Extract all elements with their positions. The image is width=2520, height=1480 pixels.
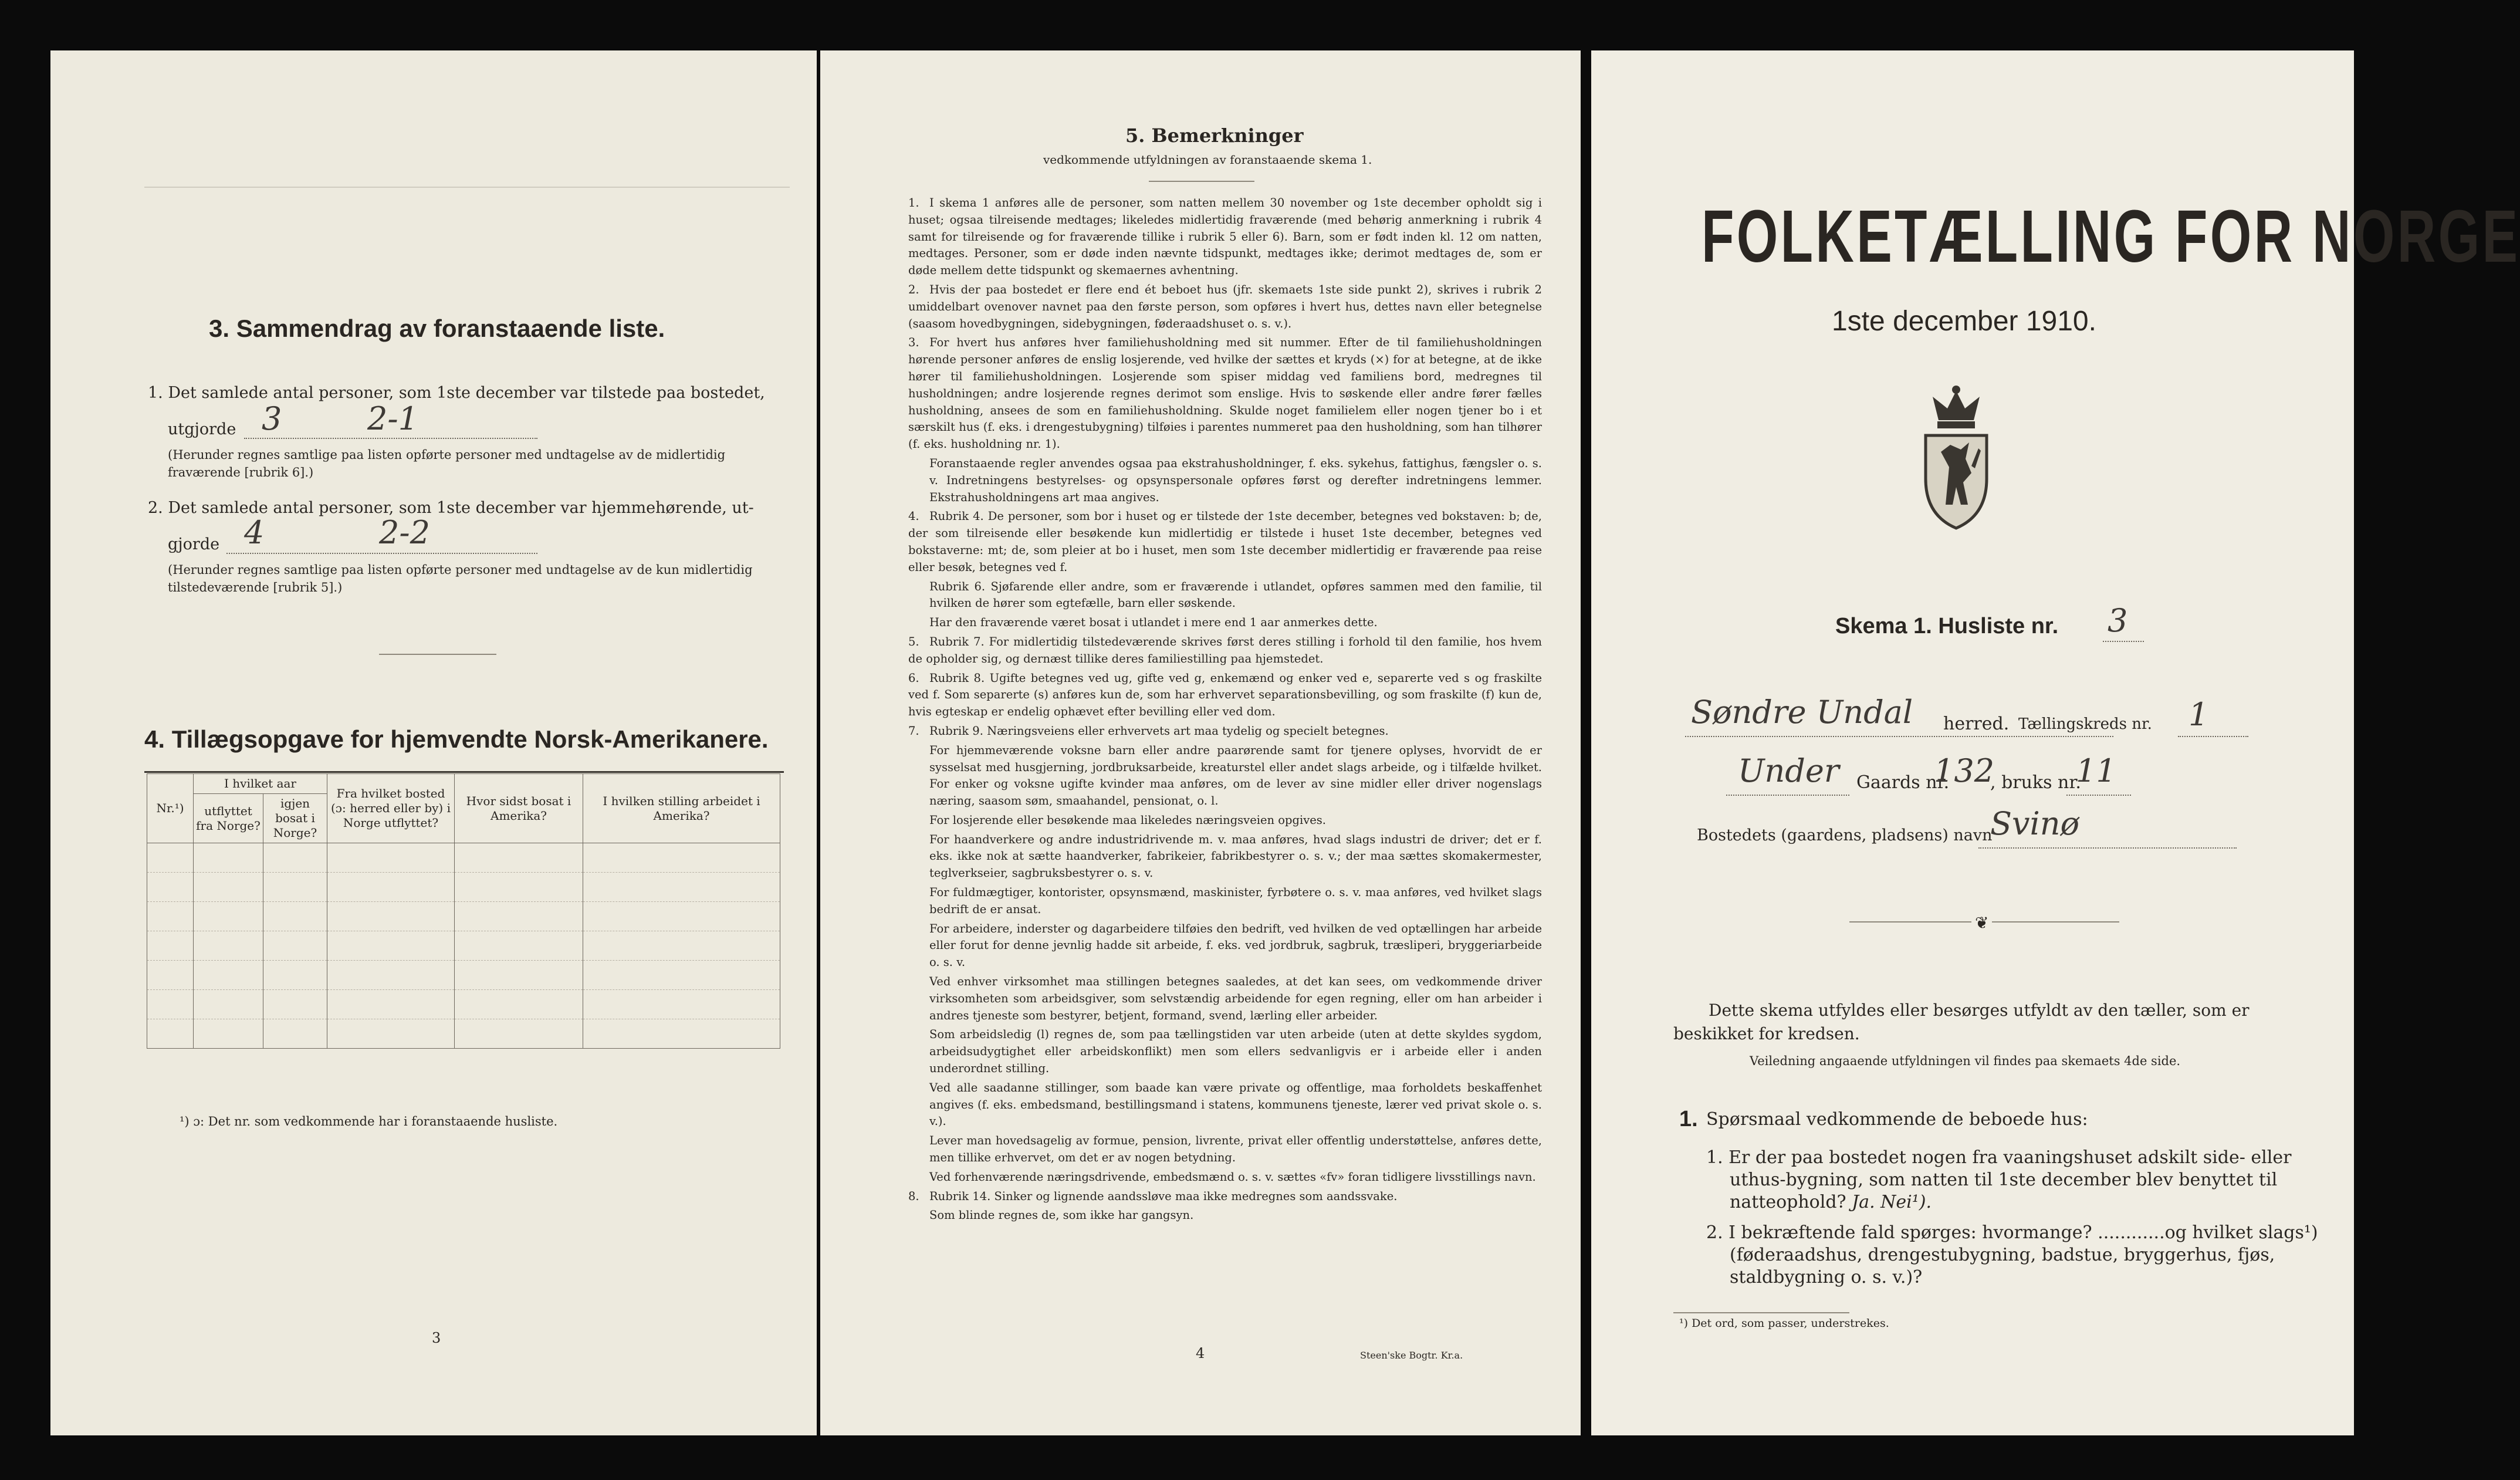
table-row [147,1019,780,1049]
kreds-fill-line [2178,736,2248,737]
table-footnote: ¹) ɔ: Det nr. som vedkommende har i foranstaaende husliste. [180,1114,558,1128]
bosted-label: Bostedets (gaardens, pladsens) navn [1697,826,1993,844]
q1-1-text [1706,1147,2340,1214]
q1-1-question: 1. Er der paa bostedet nogen fra vaaningshuset adskilt side- eller uthus-bygning, som natten til 1ste december blev benyttet til natteophold? [1706,1147,2292,1212]
table-row [147,990,780,1019]
remark-number: 5. [908,634,919,648]
remark-text: Rubrik 4. De personer, som bor i huset og er tilstede der 1ste december, betegnes ved bokstaven: b; de, der som tilreisende eller besøkende kun midlertidig er tilstede i huset 1ste december, betegnes ved bokstaverne: mt; de, som pleier at bo i huset, men som 1ste december midlertidig er fraværende paa reise eller besøk, betegnes ved f. [908,509,1542,574]
remark-text: Har den fraværende været bosat i utlandet i mere end 1 aar anmerkes dette. [929,616,1378,630]
col-year-group: I hvilket aar [194,774,327,794]
herred-fill-line [1685,736,2113,737]
norsk-amerikanere-table [147,773,780,1049]
col-from-where: Fra hvilket bosted (ɔ: herred eller by) i Norge utflyttet? [327,774,455,843]
section3-title: 3. Sammendrag av foranstaaende liste. [209,315,665,342]
remark-text: Ved enhver virksomhet maa stillingen betegnes saaledes, at det kan sees, om vedkommende driver virksomheten som arbeidsgiver, som selvstændig arbeidende for egen regning, eller om han arbeider i andres tjeneste som bestyrer, betjent, formand, svend, lærling eller arbeider. [929,975,1542,1022]
remark-item [929,812,1542,829]
left-page [50,50,817,1435]
herred-value: Søndre Undal [1691,694,1913,731]
remark-text: Rubrik 14. Sinker og lignende aandssløve maa ikke medregnes som aandssvake. [929,1189,1398,1203]
instruction-small: Veiledning angaaende utfyldningen vil findes paa skemaets 4de side. [1750,1054,2181,1068]
remark-item [908,282,1542,332]
gaards-label: Gaards nr. [1856,772,1950,793]
q1-title: Spørsmaal vedkommende de beboede hus: [1706,1109,2088,1130]
page-number: 3 [432,1330,441,1346]
item1-note: (Herunder regnes samtlige paa listen opførte personer med undtagelse av de midlertidig fraværende [rubrik 6].) [168,448,726,479]
bruks-fill-line [2066,795,2131,796]
gaard-fill-line [1726,795,1849,796]
remark-text: Foranstaaende regler anvendes ogsaa paa ekstrahusholdninger, f. eks. sykehus, fattighus, fængsler o. s. v. Indretningens bestyrelses- og opsynspersonale opføres først og derefter indretningens lemmer. Ekstrahusholdningens art maa angives. [929,456,1542,504]
remarks-list [908,195,1542,1226]
remark-item [929,614,1542,631]
census-date: 1ste december 1910. [1832,306,2096,337]
bosted-value: Svinø [1990,805,2080,842]
ornament-icon: ❦ [1971,913,1992,932]
bruks-value: 11 [2076,752,2116,789]
remark-item [929,884,1542,918]
remark-text: Som arbeidsledig (l) regnes de, som paa tællingstiden var uten arbeide (uten at dette skyldes sygdom, arbeidsudygtighet eller arbeidskonflikt) men som ellers sedvanligvis er i arbeide eller i anden underordnet stilling. [929,1028,1542,1076]
col-emigrated: utflyttet fra Norge? [194,794,263,843]
q1-1-answer: Ja. Nei¹). [1852,1192,1932,1212]
item1-value-a: 3 [262,400,282,437]
divider-rule [379,654,496,655]
remark-number: 8. [908,1189,919,1203]
col-returned: igjen bosat i Norge? [263,794,327,843]
remark-text: Lever man hovedsagelig av formue, pension, livrente, privat eller offentlig understøttelse, anføres dette, men tillike erhvervet, om det er av nogen betydning. [929,1134,1542,1165]
remark-text: For arbeidere, inderster og dagarbeidere tilføies den bedrift, ved hvilken de ved optællingen har arbeide eller forut for denne jevnlig hadde sit arbeide, f. eks. ved jordbruk, sagbruk, træsliperi, bryggeriarbeide o. s. v. [929,921,1542,969]
bosted-fill-line [1978,847,2237,849]
remark-number: 1. [908,196,919,210]
norwegian-coat-of-arms-icon [1915,379,1997,534]
kreds-label: Tællingskreds nr. [2018,715,2152,733]
remarks-title: 5. Bemerkninger [1125,124,1304,147]
remark-text: I skema 1 anføres alle de personer, som natten mellem 30 november og 1ste december opholdt sig i huset; ogsaa tilreisende medtages; likeledes midlertidig fraværende (med behørig anmerkning i rubrik 4 samt for tilreisende og for fraværende tillike i rubrik 5 eller 6). Barn, som er født inden kl. 12 om natten, medtages. Personer, som er døde inden nævnte tidspunkt, medtages ikke; derimot medtages de, som er døde mellem dette tidspunkt og skemaernes avhentning. [908,196,1542,278]
remarks-subtitle: vedkommende utfyldningen av foranstaaende skema 1. [1043,153,1372,167]
remark-item [929,832,1542,882]
page-number: 4 [1196,1345,1205,1361]
col-position: I hvilken stilling arbeidet i Amerika? [583,774,780,843]
gaards-value: 132 [1934,752,1995,789]
table-row [147,931,780,961]
remark-text: For hjemmeværende voksne barn eller andre paarørende samt for tjenere oplyses, hvorvidt de er sysselsat med husgjerning, jordbruksarbeide, kreaturstel eller andet slags arbeide, og i tilfælde hvilket. For enker og voksne ugifte kvinder maa anføres, om de lever av sine midler eller driver nogenslags næring, saasom søm, smaahandel, pensionat, o. l. [929,743,1542,808]
right-page [1591,50,2520,1435]
printer-mark: Steen'ske Bogtr. Kr.a. [1360,1350,1463,1361]
remark-text: Rubrik 7. For midlertidig tilstedeværende skrives først deres stilling i forhold til den familie, hos hvem de opholder sig, og dernæst tillike deres familiestilling paa hjemstedet. [908,634,1542,665]
remark-item [929,1026,1542,1077]
remark-item [908,723,1542,740]
footnote-rule [1673,1312,1849,1313]
remark-item [929,1080,1542,1130]
remark-item [929,974,1542,1024]
table-row [147,873,780,902]
remark-text: Ved forhenværende næringsdrivende, embedsmænd o. s. v. sættes «fv» foran tidligere livsstillings navn. [929,1170,1536,1184]
herred-label: herred. [1943,714,2010,734]
item2-value-a: 4 [244,514,265,551]
remark-text: For fuldmægtiger, kontorister, opsynsmænd, maskinister, fyrbøtere o. s. v. maa anføres, ved hvilket slags bedrift de er ansat. [929,886,1542,916]
remark-item [929,1169,1542,1186]
remark-item [929,579,1542,613]
table-row [147,902,780,931]
item2-value-b: 2-2 [379,514,430,551]
remark-number: 6. [908,671,919,685]
item1-fill-line [244,438,537,439]
remark-item [929,1207,1542,1224]
q1-number: 1. [1679,1107,1698,1131]
table-top-rule [144,771,784,773]
remark-text: Rubrik 8. Ugifte betegnes ved ug, gifte ved g, enkemænd og enker ved e, separerte ved s og fraskilte ved f. Som separerte (s) anføres kun de, som har erhvervet separationsbevilling, og som fraskilte (f) kun de, hvis egteskap er endelig ophævet efter bevilling eller ved dom. [908,671,1542,719]
item2-fill-line [226,553,537,554]
remark-item [908,1188,1542,1205]
kreds-value: 1 [2188,696,2209,733]
remark-text: Rubrik 6. Sjøfarende eller andre, som er fraværende i utlandet, opføres sammen med den familie, til hvilken de hører som egtefælle, barn eller søskende. [929,579,1542,610]
remark-text: Som blinde regnes de, som ikke har gangsyn. [929,1208,1194,1222]
husliste-fill-line [2103,641,2144,642]
remark-text: Hvis der paa bostedet er flere end ét beboet hus (jfr. skemaets 1ste side punkt 2), skrives i rubrik 2 umiddelbart ovenover navnet paa den første person, som opføres i hvert hus, dettes navn eller betegnelse (saasom hovedbygningen, sidebygningen, føderaadshuset o. s. v.). [908,282,1542,330]
faint-rule [144,187,790,188]
item2-label: gjorde [168,535,220,553]
table-row [147,961,780,990]
remark-text: For hvert hus anføres hver familiehusholdning med sit nummer. Efter de til familiehusholdningen hørende personer anføres de enslig losjerende, ved hvilke der sættes et kryds (×) for at betegne, at de ikke hører til familiehusholdningen. Losjerende som spiser middag ved familiens bord, medregnes til husholdningen; andre losjerende regnes derimot som enslige. Hvis to søskende eller andre fører fælles husholdning, ansees de som en familiehusholdning. Skulde noget familielem eller nogen tjener bo i et særskilt hus (f. eks. i drengestubygning) tilføies i parentes nummeret paa den husholdning, som han tilhører (f. eks. husholdning nr. 1). [908,336,1542,451]
item2-note: (Herunder regnes samtlige paa listen opførte personer med undtagelse av de kun midlertidig tilstedeværende [rubrik 5].) [168,563,753,594]
gaard-value: Under [1738,752,1839,789]
middle-page [820,50,1581,1435]
bruks-label: , bruks nr. [1990,772,2081,793]
remark-item [908,670,1542,721]
remark-item [908,195,1542,279]
remark-item [929,921,1542,971]
remark-number: 2. [908,282,919,296]
section4-title: 4. Tillægsopgave for hjemvendte Norsk-Amerikanere. [144,725,769,753]
remark-text: For losjerende eller besøkende maa likeledes næringsveien opgives. [929,813,1326,827]
remark-item [908,508,1542,576]
husliste-nr: 3 [2108,602,2128,639]
schema-label: Skema 1. Husliste nr. [1835,614,2059,638]
remark-text: Ved alle saadanne stillinger, som baade kan være private og offentlige, maa forholdets beskaffenhet angives (f. eks. embedsmand, bestillingsmand i statens, kommunens tjeneste, lærer ved privat skole o. s. v.). [929,1080,1542,1128]
remark-item [929,1133,1542,1167]
item1-text: 1. Det samlede antal personer, som 1ste december var tilstede paa bostedet, [148,384,765,402]
footnote: ¹) Det ord, som passer, understrekes. [1679,1317,1889,1330]
item1-value-b: 2-1 [367,400,418,437]
remark-item [908,634,1542,668]
remark-item [929,455,1542,506]
remark-item [929,742,1542,810]
remark-text: For haandverkere og andre industridrivende m. v. maa anføres, hvad slags industri de driver; det er f. eks. ikke nok at sætte haandverker, fabrikeier, fabrikbestyrer o. s. v.; der maa sættes skomakermester, teglverkseier, sagbruksbestyrer o. s. v. [929,832,1542,880]
instruction-text: Dette skema utfyldes eller besørges utfyldt av den tæller, som er beskikket for kredsen. [1673,1001,2250,1043]
main-title: FOLKETÆLLING FOR NORGE [1702,195,2520,278]
remark-number: 3. [908,336,919,350]
col-last-residence: Hvor sidst bosat i Amerika? [455,774,583,843]
item2-text: 2. Det samlede antal personer, som 1ste december var hjemmehørende, ut- [148,499,754,517]
col-nr: Nr.¹) [147,774,194,843]
q1-2-text: 2. I bekræftende fald spørges: hvormange? ............og hvilket slags¹) (føderaadshus, drengestubygning, badstue, bryggerhus, fjøs, staldbygning o. s. v.)? [1706,1222,2318,1288]
remark-number: 4. [908,509,919,523]
title-rule [1149,181,1254,182]
item1-label: utgjorde [168,420,236,438]
remark-number: 7. [908,724,919,738]
remark-item [908,334,1542,453]
remark-text: Rubrik 9. Næringsveiens eller erhvervets art maa tydelig og specielt betegnes. [929,724,1389,738]
table-row [147,843,780,873]
